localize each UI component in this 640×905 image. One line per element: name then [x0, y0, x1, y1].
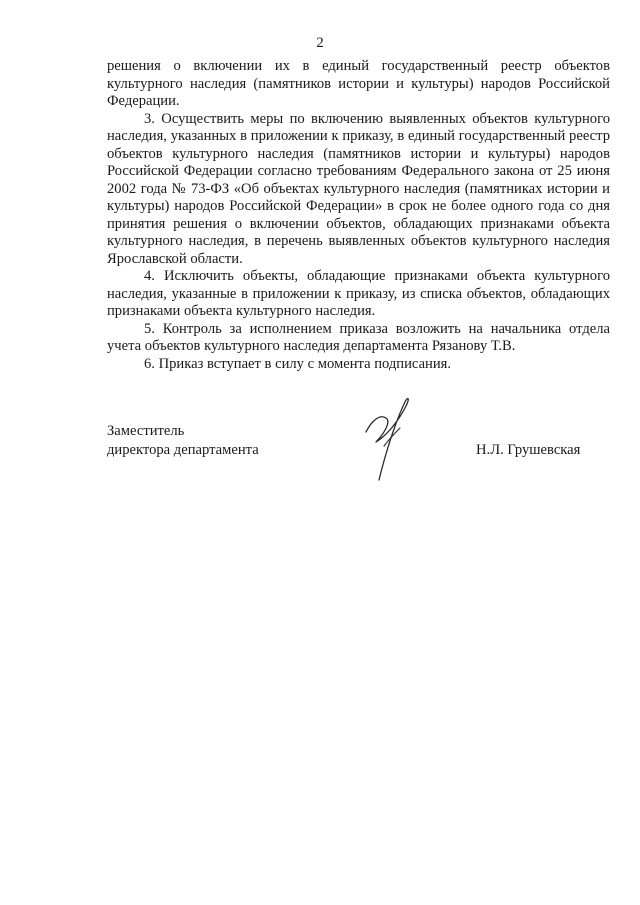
paragraph-item-3: 3. Осуществить меры по включению выявленных объектов культурного наследия, указанных в приложении к приказу, в единый государственный реестр объектов культурного наследия (памятников истории и культуры) народов Российской Федерации согласно требованиям Федерального закона от 25 июня 2002 года № 73-ФЗ «Об объектах культурного наследия (памятниках истории и культуры) народов Российской Федерации» в срок не более одного года со дня принятия решения о включении объектов, обладающих признаками объекта культурного наследия, в перечень выявленных объектов культурного наследия Ярославской области.: [107, 110, 610, 267]
document-body: [107, 58, 610, 373]
paragraph-item-5: 5. Контроль за исполнением приказа возложить на начальника отдела учета объектов культурного наследия департамента Рязанову Т.В.: [107, 320, 610, 354]
paragraph-continuation: решения о включении их в единый государственный реестр объектов культурного наследия (памятников истории и культуры) народов Российской Федерации.: [107, 58, 610, 109]
page-number: 2: [316, 35, 324, 51]
paragraph-item-6: 6. Приказ вступает в силу с момента подписания.: [144, 355, 452, 372]
signatory-position: [107, 422, 259, 460]
paragraph-item-4: 4. Исключить объекты, обладающие признаками объекта культурного наследия, указанные в приложении к приказу, из списка объектов, обладающих признаками объекта культурного наследия.: [107, 268, 610, 319]
handwritten-signature: [362, 392, 422, 484]
signatory-position-line1: Заместитель: [107, 423, 185, 439]
signatory-position-line2: директора департамента: [107, 442, 259, 458]
signatory-name: Н.Л. Грушевская: [476, 442, 581, 458]
